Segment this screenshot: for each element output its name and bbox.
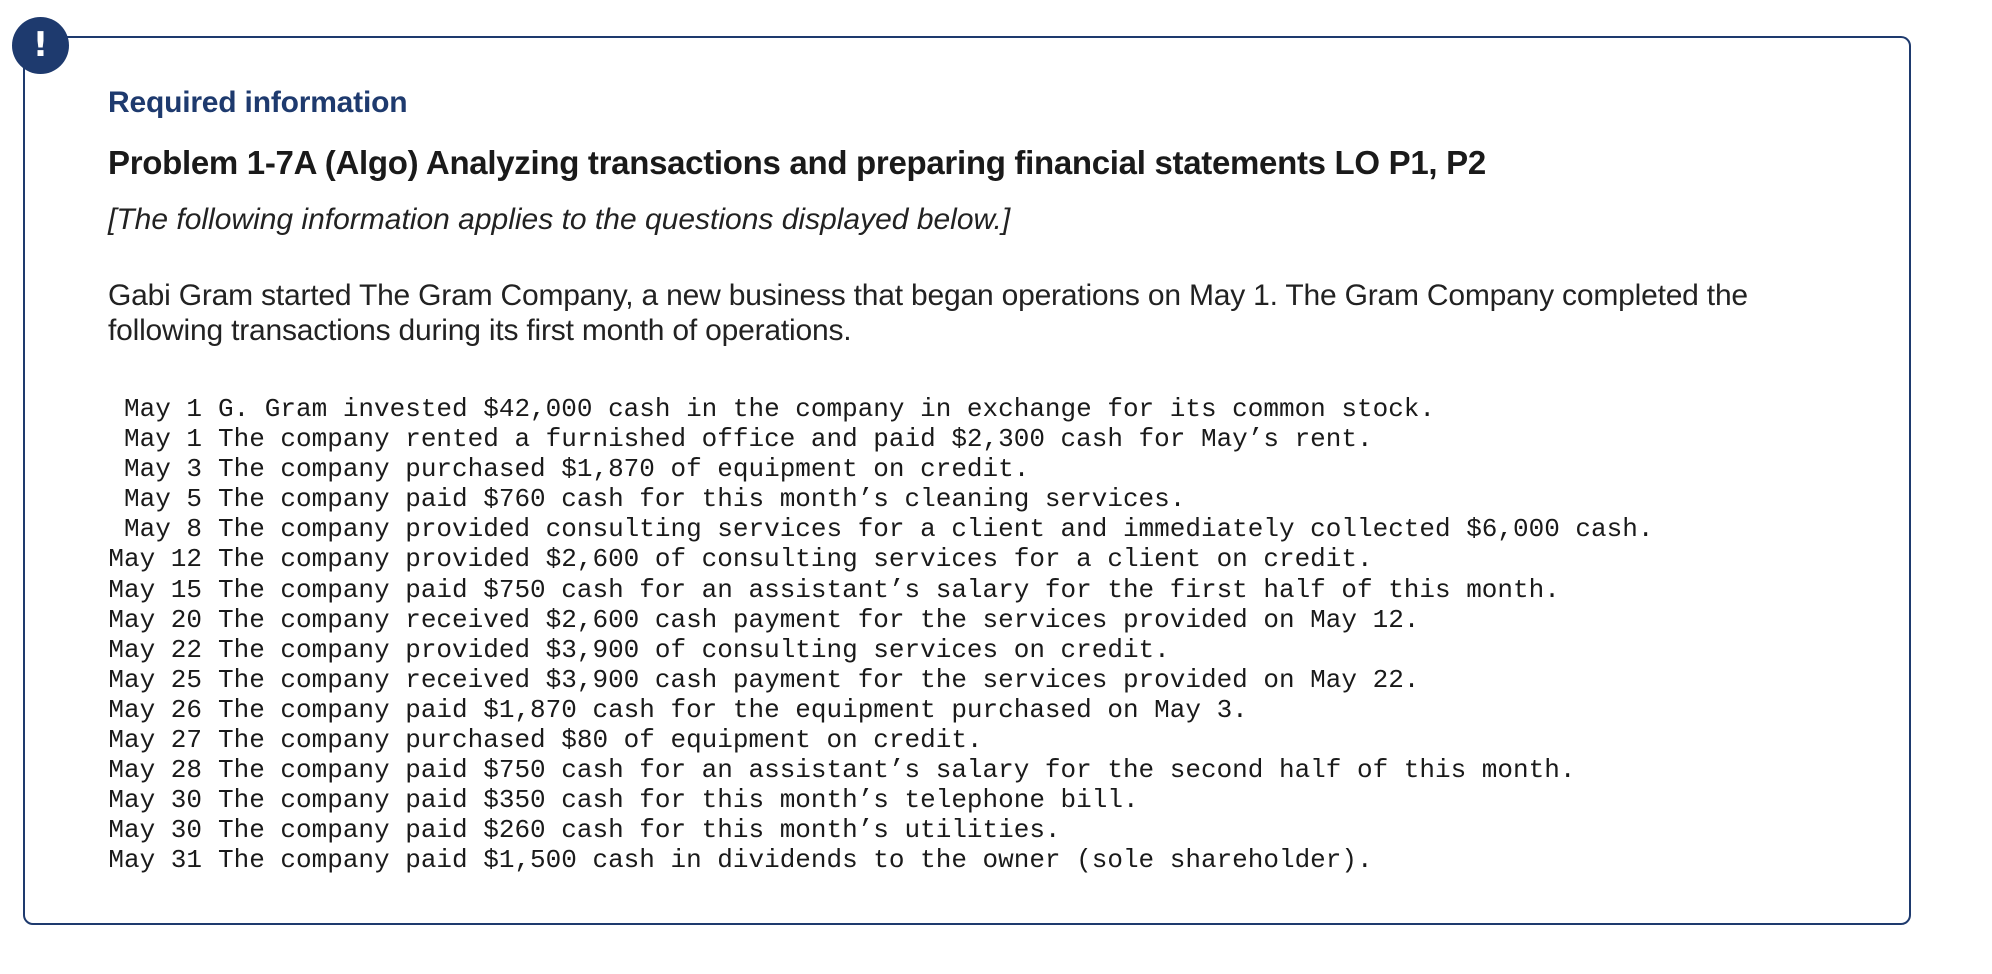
transaction-date: May 22 — [108, 634, 202, 665]
transaction-row — [108, 845, 1653, 875]
transaction-row — [108, 454, 1653, 484]
transaction-date: May 20 — [108, 604, 202, 635]
transaction-text: The company paid $750 cash for an assistant’s salary for the second half of this month. — [218, 755, 1576, 786]
transaction-text: G. Gram invested $42,000 cash in the company in exchange for its common stock. — [218, 394, 1435, 424]
transaction-row — [108, 785, 1653, 815]
transaction-text: The company purchased $80 of equipment on credit. — [218, 725, 983, 756]
transaction-text: The company purchased $1,870 of equipment on credit. — [218, 454, 1030, 485]
transaction-row — [108, 514, 1653, 544]
transaction-date: May 1 — [123, 394, 202, 424]
transaction-row — [108, 544, 1653, 574]
transaction-date: May 26 — [108, 694, 202, 725]
transaction-date: May 15 — [108, 574, 202, 605]
transaction-row — [108, 484, 1653, 514]
transaction-row — [108, 605, 1653, 635]
transaction-row — [108, 424, 1653, 454]
transaction-date: May 1 — [123, 424, 202, 455]
transaction-text: The company paid $350 cash for this month’s telephone bill. — [218, 785, 1139, 816]
transaction-text: The company received $3,900 cash payment for the services provided on May 22. — [218, 664, 1420, 695]
transaction-row — [108, 755, 1653, 785]
exclamation-icon: ! — [12, 17, 69, 74]
transaction-row — [108, 635, 1653, 665]
problem-title: Problem 1-7A (Algo) Analyzing transactions and preparing financial statements LO P1, P2 — [108, 144, 1486, 181]
transaction-row — [108, 815, 1653, 845]
instructions-note: [The following information applies to the questions displayed below.] — [108, 203, 1011, 236]
transaction-date: May 8 — [123, 514, 202, 545]
transaction-text: The company paid $760 cash for this month’s cleaning services. — [218, 484, 1186, 515]
transaction-text: The company provided $2,600 of consulting services for a client on credit. — [218, 544, 1373, 575]
transaction-text: The company rented a furnished office and paid $2,300 cash for May’s rent. — [218, 424, 1373, 455]
required-information-heading: Required information — [108, 86, 408, 119]
transaction-row — [108, 725, 1653, 755]
transaction-text: The company received $2,600 cash payment for the services provided on May 12. — [218, 604, 1420, 635]
transaction-text: The company provided consulting services for a client and immediately collected $6,000 cash. — [218, 514, 1654, 545]
transaction-date: May 3 — [123, 454, 202, 485]
intro-paragraph: Gabi Gram started The Gram Company, a new business that began operations on May 1. The Gram Company completed the following transactions during its first month of operations. — [108, 279, 1748, 347]
transaction-row — [108, 394, 1653, 424]
transaction-date: May 31 — [108, 845, 202, 876]
transaction-text: The company provided $3,900 of consulting services on credit. — [218, 634, 1170, 665]
transaction-text: The company paid $1,500 cash in dividends to the owner (sole shareholder). — [218, 845, 1373, 876]
transaction-date: May 12 — [108, 544, 202, 575]
transaction-date: May 27 — [108, 725, 202, 756]
transaction-row — [108, 695, 1653, 725]
transaction-text: The company paid $1,870 cash for the equipment purchased on May 3. — [218, 694, 1248, 725]
transaction-text: The company paid $750 cash for an assistant’s salary for the first half of this month. — [218, 574, 1560, 605]
transaction-date: May 28 — [108, 755, 202, 786]
transaction-row — [108, 575, 1653, 605]
transaction-text: The company paid $260 cash for this month’s utilities. — [218, 815, 1061, 846]
transactions-list — [108, 394, 1653, 876]
transaction-row — [108, 665, 1653, 695]
transaction-date: May 5 — [123, 484, 202, 515]
transaction-date: May 25 — [108, 664, 202, 695]
transaction-date: May 30 — [108, 815, 202, 846]
transaction-date: May 30 — [108, 785, 202, 816]
